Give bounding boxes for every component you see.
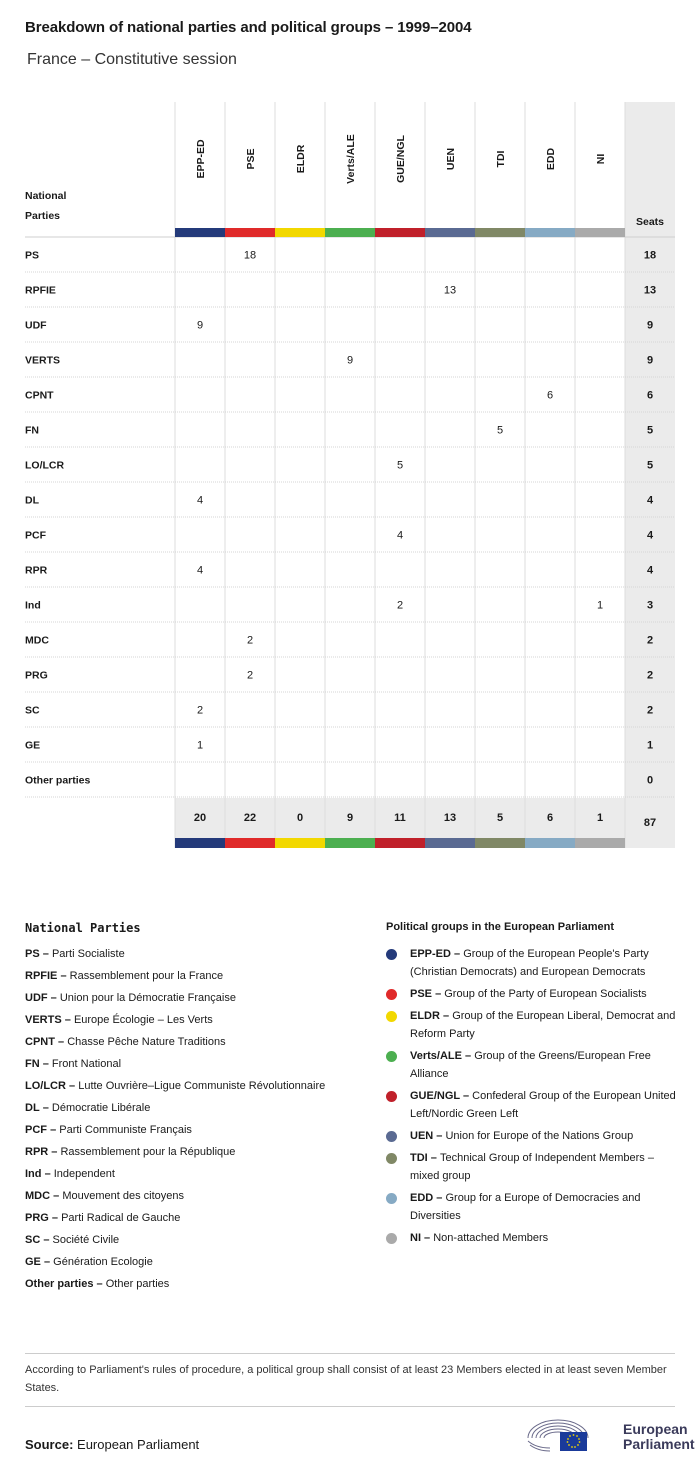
party-total-seats: 4	[646, 494, 654, 507]
party-name: Parti Radical de Gauche	[61, 1212, 181, 1224]
row-header-label: National	[25, 190, 67, 202]
group-name: Group of the European Liberal, Democrat and Reform Party	[410, 1010, 676, 1040]
group-abbr: GUE/NGL	[410, 1090, 460, 1102]
party-row-label: VERTS	[25, 354, 61, 367]
seat-count-cell: 4	[196, 564, 204, 577]
seat-count-cell: 5	[396, 459, 404, 472]
separator: –	[433, 1130, 446, 1142]
separator: –	[42, 1058, 49, 1070]
group-color-bar	[525, 228, 575, 237]
separator: –	[51, 1212, 59, 1224]
political-groups-legend	[386, 945, 676, 1251]
separator: –	[58, 1036, 65, 1048]
group-color-dot-icon	[386, 1011, 397, 1022]
party-name: Rassemblement pour la République	[60, 1146, 236, 1158]
party-total-seats: 2	[646, 669, 654, 682]
separator: –	[50, 992, 57, 1004]
group-abbr: ELDR	[410, 1010, 440, 1022]
seats-column-background	[625, 102, 675, 848]
source-line	[25, 1437, 199, 1452]
party-total-seats: 1	[646, 739, 654, 752]
seats-header-label: Seats	[635, 216, 665, 228]
logo-line-1: European	[623, 1421, 688, 1437]
party-row-label: GE	[25, 739, 41, 752]
national-party-legend-item	[25, 945, 345, 963]
group-abbr: TDI	[410, 1152, 428, 1164]
party-row-label: PRG	[25, 669, 48, 682]
party-total-seats: 3	[646, 599, 654, 612]
group-color-dot-icon	[386, 989, 397, 1000]
party-row-label: Ind	[25, 599, 41, 612]
group-name: Group of the Party of European Socialists	[444, 988, 647, 1000]
separator: –	[432, 988, 445, 1000]
group-color-dot-icon	[386, 949, 397, 960]
group-name: Group of the European People's Party (Christian Democrats) and European Democrats	[410, 948, 649, 978]
group-color-bar	[275, 228, 325, 237]
seat-count-cell: 13	[443, 284, 457, 297]
separator: –	[42, 948, 49, 960]
party-abbr: Ind	[25, 1168, 42, 1180]
group-color-bar	[275, 838, 325, 848]
separator: –	[459, 1090, 473, 1102]
party-abbr: PRG	[25, 1212, 49, 1224]
seat-count-cell: 4	[396, 529, 404, 542]
divider	[25, 1406, 675, 1407]
page-subtitle: France – Constitutive session	[27, 51, 237, 68]
political-group-legend-item	[386, 1229, 676, 1247]
group-column-header: UEN	[445, 147, 457, 171]
national-party-legend-item	[25, 1033, 345, 1051]
group-color-dot-icon	[386, 1153, 397, 1164]
group-total-seats: 6	[546, 812, 554, 824]
national-party-legend-item	[25, 1231, 345, 1249]
political-group-legend-item	[386, 1007, 676, 1043]
group-color-bar	[325, 228, 375, 237]
separator: –	[53, 1190, 60, 1202]
separator: –	[51, 1146, 58, 1158]
seat-count-cell: 9	[346, 354, 354, 367]
national-party-legend-item	[25, 1165, 345, 1183]
party-total-seats: 9	[646, 319, 654, 332]
national-party-legend-item	[25, 1077, 345, 1095]
group-abbr: EDD	[410, 1192, 434, 1204]
group-color-dot-icon	[386, 1233, 397, 1244]
separator: –	[43, 1234, 50, 1246]
separator: –	[42, 1102, 49, 1114]
group-color-bar	[225, 838, 275, 848]
group-name: Non-attached Members	[433, 1232, 549, 1244]
group-abbr: PSE	[410, 988, 433, 1000]
party-abbr: GE	[25, 1256, 41, 1268]
group-color-bar	[425, 228, 475, 237]
group-column-header: PSE	[245, 148, 257, 170]
group-color-bar	[475, 838, 525, 848]
party-name: Société Civile	[52, 1234, 120, 1246]
party-abbr: RPFIE	[25, 970, 58, 982]
group-column-header: NI	[595, 153, 607, 165]
group-abbr: UEN	[410, 1130, 434, 1142]
separator: –	[461, 1050, 475, 1062]
group-color-bar	[175, 838, 225, 848]
separator: –	[439, 1010, 453, 1022]
party-row-label: MDC	[25, 634, 49, 647]
group-name: Confederal Group of the European United Left/Nordic Green Left	[410, 1090, 676, 1120]
separator: –	[427, 1152, 440, 1164]
political-group-legend-item	[386, 1087, 676, 1123]
political-group-legend-item	[386, 1149, 676, 1185]
group-column-header: EPP-ED	[195, 139, 207, 179]
group-color-bar	[525, 838, 575, 848]
party-name: Lutte Ouvrière–Ligue Communiste Révolutionnaire	[78, 1080, 326, 1092]
seat-count-cell: 2	[246, 634, 254, 647]
party-abbr: PS	[25, 948, 40, 960]
group-column-header: TDI	[495, 150, 507, 168]
national-parties-legend	[25, 945, 345, 1297]
group-name: Technical Group of Independent Members – mixed group	[410, 1152, 654, 1182]
seat-count-cell: 2	[396, 599, 404, 612]
national-party-legend-item	[25, 1275, 345, 1293]
party-row-label: LO/LCR	[25, 459, 65, 472]
party-name: Other parties	[105, 1278, 170, 1290]
party-abbr: RPR	[25, 1146, 49, 1158]
seat-count-cell: 2	[196, 704, 204, 717]
separator: –	[43, 1256, 51, 1268]
page-title: Breakdown of national parties and political groups – 1999–2004	[25, 19, 472, 36]
row-header-label: Parties	[25, 210, 61, 222]
political-group-legend-item	[386, 1127, 676, 1145]
group-abbr: Verts/ALE	[410, 1050, 462, 1062]
group-color-bar	[425, 838, 475, 848]
party-abbr: VERTS	[25, 1014, 62, 1026]
party-row-label: PS	[25, 249, 40, 262]
group-total-seats: 1	[596, 812, 604, 824]
party-total-seats: 5	[646, 424, 654, 437]
party-row-label: SC	[25, 704, 40, 717]
group-color-bar	[325, 838, 375, 848]
party-name: Union pour la Démocratie Française	[59, 992, 236, 1004]
group-total-seats: 11	[394, 812, 406, 824]
separator: –	[60, 970, 67, 982]
party-row-label: CPNT	[25, 389, 54, 402]
grand-total-seats: 87	[643, 817, 657, 829]
group-column-header: ELDR	[295, 144, 307, 174]
footnote: According to Parliament's rules of procedure, a political group shall consist of at least 23 Members elected in at least seven Member States.	[25, 1364, 667, 1394]
party-total-seats: 9	[646, 354, 654, 367]
national-party-legend-item	[25, 1099, 345, 1117]
separator: –	[450, 948, 464, 960]
party-abbr: CPNT	[25, 1036, 55, 1048]
party-total-seats: 2	[646, 634, 654, 647]
seat-count-cell: 4	[196, 494, 204, 507]
party-total-seats: 18	[643, 249, 657, 262]
group-total-seats: 20	[193, 812, 207, 824]
political-groups-legend-title: Political groups in the European Parliament	[386, 921, 614, 933]
party-row-label: UDF	[25, 319, 47, 332]
separator: –	[64, 1014, 71, 1026]
european-parliament-logo	[526, 1416, 695, 1456]
group-column-header: Verts/ALE	[345, 134, 357, 184]
group-color-dot-icon	[386, 1051, 397, 1062]
party-abbr: UDF	[25, 992, 48, 1004]
group-color-bar	[375, 228, 425, 237]
political-group-legend-item	[386, 945, 676, 981]
seat-count-cell: 1	[596, 599, 604, 612]
party-name: Parti Socialiste	[51, 948, 125, 960]
party-abbr: SC	[25, 1234, 41, 1246]
party-total-seats: 13	[643, 284, 657, 297]
party-abbr: DL	[25, 1102, 40, 1114]
party-name: Génération Ecologie	[53, 1256, 153, 1268]
group-total-seats: 0	[296, 812, 304, 824]
party-name: Front National	[51, 1058, 122, 1070]
group-color-dot-icon	[386, 1193, 397, 1204]
national-parties-legend-title: National Parties	[25, 921, 141, 935]
party-name: Démocratie Libérale	[51, 1102, 151, 1114]
national-party-legend-item	[25, 1187, 345, 1205]
national-party-legend-item	[25, 1011, 345, 1029]
political-group-legend-item	[386, 1189, 676, 1225]
source-value: European Parliament	[77, 1437, 200, 1452]
group-name: Group for a Europe of Democracies and Diversities	[410, 1192, 641, 1222]
seat-count-cell: 2	[246, 669, 254, 682]
national-party-legend-item	[25, 1253, 345, 1271]
group-column-header: GUE/NGL	[395, 135, 407, 183]
group-name: Group of the Greens/European Free Alliance	[410, 1050, 651, 1080]
party-name: Chasse Pêche Nature Traditions	[67, 1036, 226, 1048]
national-party-legend-item	[25, 1143, 345, 1161]
party-abbr: PCF	[25, 1124, 47, 1136]
logo-line-2: Parliament	[623, 1436, 695, 1452]
group-color-dot-icon	[386, 1091, 397, 1102]
party-total-seats: 0	[646, 774, 654, 787]
party-row-label: RPR	[25, 564, 48, 577]
party-abbr: LO/LCR	[25, 1080, 66, 1092]
divider	[25, 1353, 675, 1354]
separator: –	[50, 1124, 57, 1136]
seat-count-cell: 5	[496, 424, 504, 437]
political-group-legend-item	[386, 985, 676, 1003]
group-column-header: EDD	[545, 147, 557, 171]
national-party-legend-item	[25, 1209, 345, 1227]
seat-count-cell: 1	[196, 739, 204, 752]
group-color-bar	[175, 228, 225, 237]
separator: –	[421, 1232, 434, 1244]
separator: –	[44, 1168, 51, 1180]
group-color-bar	[575, 838, 625, 848]
party-total-seats: 2	[646, 704, 654, 717]
seat-count-cell: 6	[546, 389, 554, 402]
hemicycle-icon	[526, 1416, 621, 1456]
party-name: Independent	[53, 1168, 115, 1180]
party-name: Parti Communiste Français	[59, 1124, 192, 1136]
group-name: Union for Europe of the Nations Group	[445, 1130, 634, 1142]
party-row-label: FN	[25, 424, 39, 437]
party-name: Rassemblement pour la France	[69, 970, 224, 982]
party-name: Europe Écologie – Les Verts	[73, 1014, 213, 1026]
party-row-label: PCF	[25, 529, 46, 542]
party-row-label: DL	[25, 494, 39, 507]
separator: –	[96, 1278, 103, 1290]
logo-wordmark	[623, 1422, 695, 1452]
party-abbr: Other parties	[25, 1278, 94, 1290]
separator: –	[69, 1080, 76, 1092]
group-abbr: EPP-ED	[410, 948, 451, 960]
national-party-legend-item	[25, 967, 345, 985]
party-total-seats: 4	[646, 529, 654, 542]
group-total-seats: 9	[346, 812, 354, 824]
national-party-legend-item	[25, 989, 345, 1007]
group-color-bar	[225, 228, 275, 237]
source-label: Source:	[25, 1437, 74, 1452]
group-color-dot-icon	[386, 1131, 397, 1142]
political-group-legend-item	[386, 1047, 676, 1083]
national-party-legend-item	[25, 1121, 345, 1139]
party-name: Mouvement des citoyens	[62, 1190, 184, 1202]
group-total-seats: 5	[496, 812, 504, 824]
party-total-seats: 6	[646, 389, 654, 402]
seat-count-cell: 18	[243, 249, 257, 262]
group-color-bar	[375, 838, 425, 848]
group-total-seats: 13	[443, 812, 457, 824]
group-color-bar	[475, 228, 525, 237]
party-abbr: FN	[25, 1058, 40, 1070]
party-row-label: RPFIE	[25, 284, 56, 297]
group-color-bar	[575, 228, 625, 237]
separator: –	[433, 1192, 446, 1204]
party-total-seats: 5	[646, 459, 654, 472]
party-abbr: MDC	[25, 1190, 51, 1202]
party-row-label: Other parties	[25, 774, 91, 787]
national-party-legend-item	[25, 1055, 345, 1073]
group-abbr: NI	[410, 1232, 421, 1244]
group-total-seats: 22	[243, 812, 257, 824]
seat-count-cell: 9	[196, 319, 204, 332]
party-total-seats: 4	[646, 564, 654, 577]
